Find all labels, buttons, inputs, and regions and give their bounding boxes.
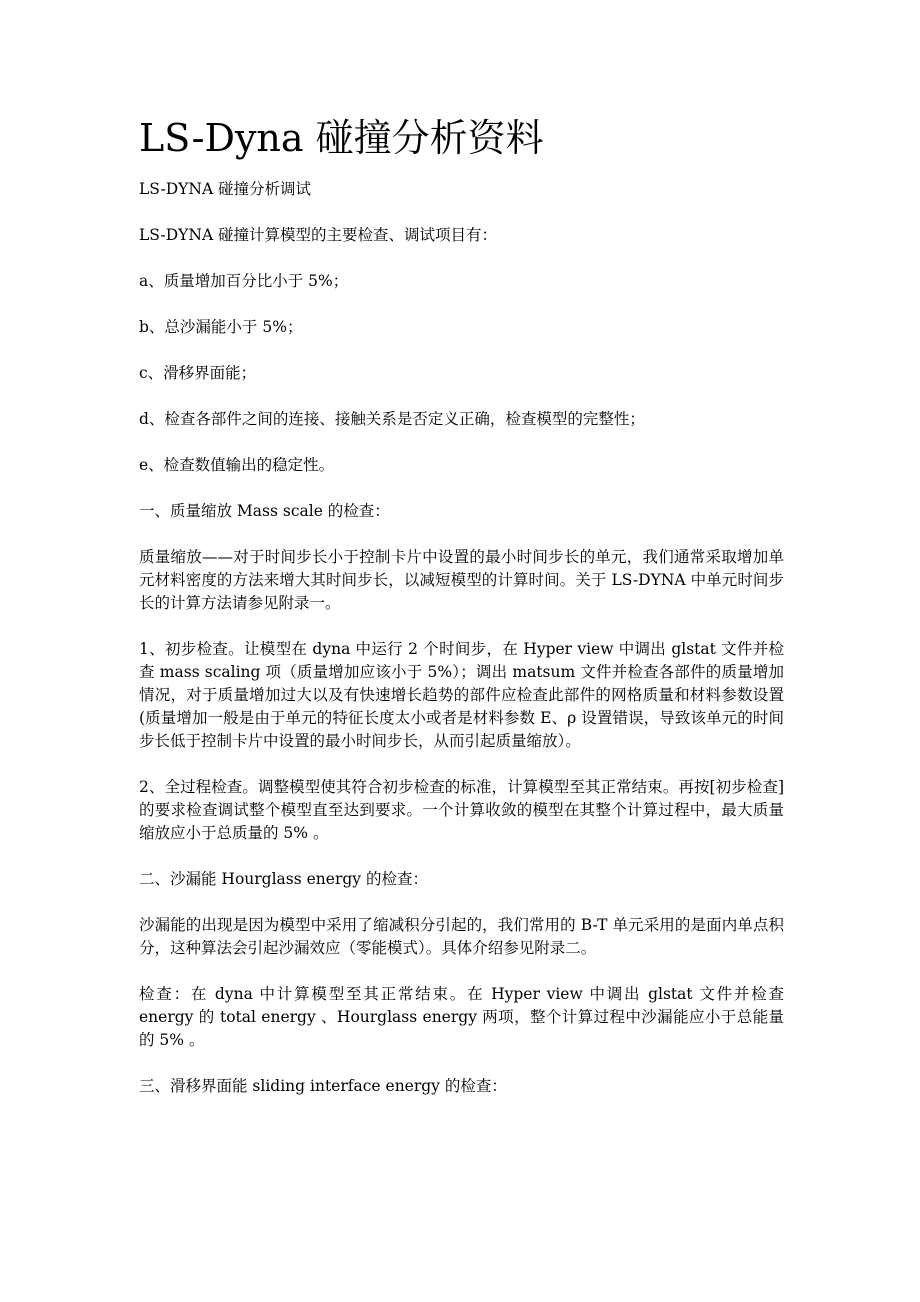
section-heading-mass-scale: 一、质量缩放 Mass scale 的检查： [139,502,390,520]
list-item-e: e、检查数值输出的稳定性。 [139,456,335,474]
section-heading-hourglass: 二、沙漏能 Hourglass energy 的检查： [139,870,428,888]
paragraph-mass-scale-definition: 质量缩放——对于时间步长小于控制卡片中设置的最小时间步长的单元，我们通常采取增加单元材料密度的方法来增大其时间步长，以减短模型的计算时间。关于 LS-DYNA 中单元时间步长的计算方法请参见附录一。 [139,548,784,612]
paragraph-intro: LS-DYNA 碰撞计算模型的主要检查、调试项目有： [139,226,498,244]
list-item-a: a、质量增加百分比小于 5%； [139,272,349,290]
paragraph-hourglass-definition: 沙漏能的出现是因为模型中采用了缩减积分引起的，我们常用的 B-T 单元采用的是面内单点积分，这种算法会引起沙漏效应（零能模式）。具体介绍参见附录二。 [139,916,784,957]
list-item-c: c、滑移界面能； [139,364,257,382]
paragraph-initial-check: 1、初步检查。让模型在 dyna 中运行 2 个时间步，在 Hyper view 中调出 glstat 文件并检查 mass scaling 项（质量增加应该小于 5%）；调出 matsum 文件并检查各部件的质量增加情况，对于质量增加过大以及有快速增长趋势的部件应检查此部件的网格质量和材料参数设置(质量增加一般是由于单元的特征长度太小或者是材料参数 E、ρ 设置错误，导致该单元的时间步长低于控制卡片中设置的最小时间步长，从而引起质量缩放）。 [139,640,784,750]
document-title: LS-Dyna 碰撞分析资料 [139,116,544,160]
list-item-d: d、检查各部件之间的连接、接触关系是否定义正确，检查模型的完整性； [139,410,645,428]
paragraph-subtitle: LS-DYNA 碰撞分析调试 [139,180,312,198]
paragraph-hourglass-check: 检查：在 dyna 中计算模型至其正常结束。在 Hyper view 中调出 glstat 文件并检查 energy 的 total energy 、Hourglass energy 两项，整个计算过程中沙漏能应小于总能量的 5% 。 [139,985,784,1049]
paragraph-full-check: 2、全过程检查。调整模型使其符合初步检查的标准，计算模型至其正常结束。再按[初步检查]的要求检查调试整个模型直至达到要求。一个计算收敛的模型在其整个计算过程中，最大质量缩放应小于总质量的 5% 。 [139,778,784,842]
section-heading-sliding-interface: 三、滑移界面能 sliding interface energy 的检查： [139,1077,507,1095]
document-page [139,112,784,1121]
list-item-b: b、总沙漏能小于 5%； [139,318,303,336]
